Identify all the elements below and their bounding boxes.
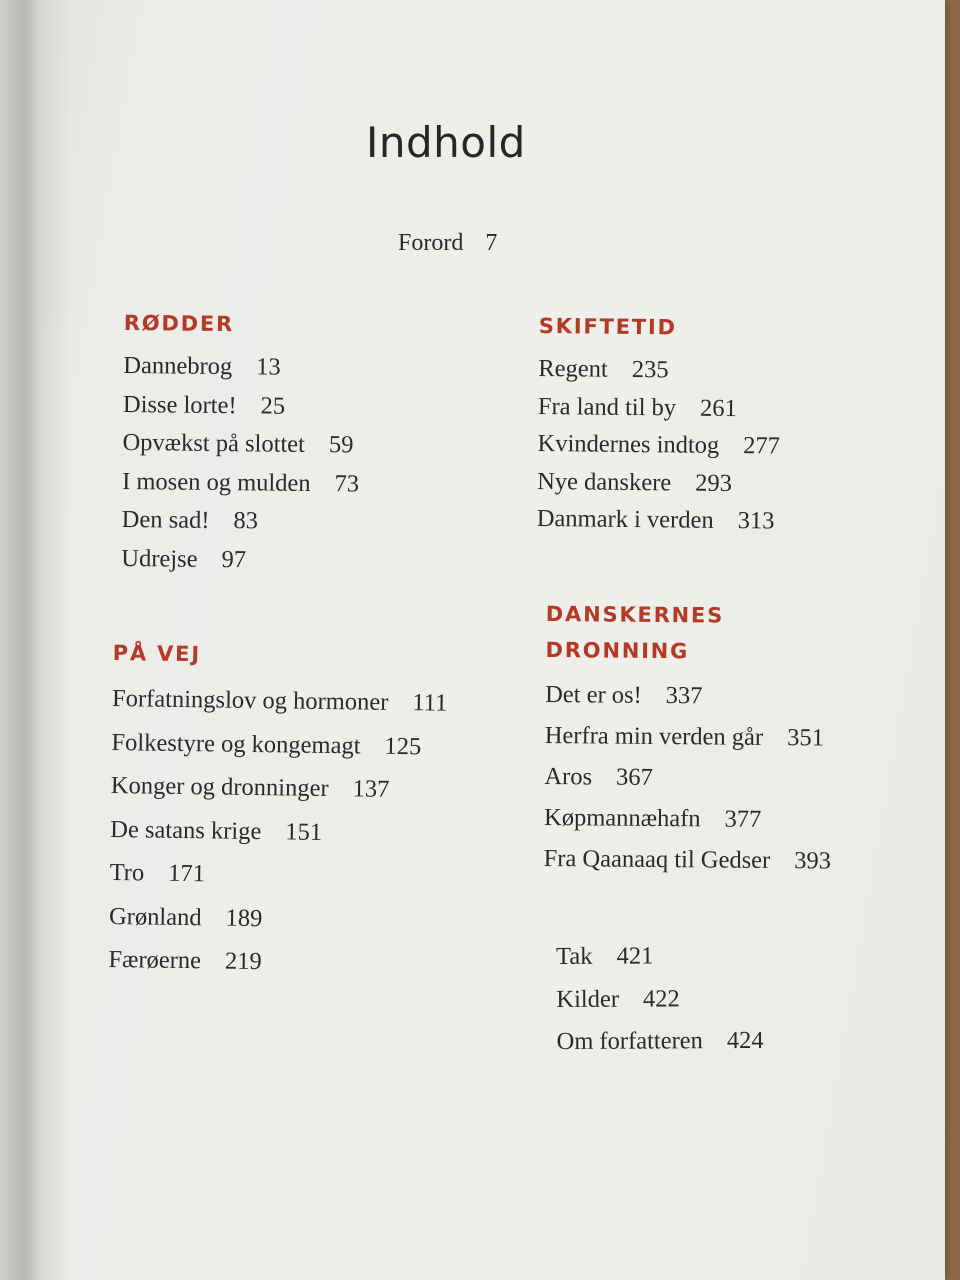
entry-page-number: 25 xyxy=(260,391,286,420)
toc-entry xyxy=(123,347,360,388)
toc-entry xyxy=(122,501,359,542)
entry-page-number: 277 xyxy=(743,432,781,460)
entry-page-number: 125 xyxy=(384,732,422,760)
entry-label: De satans krige xyxy=(110,815,262,845)
entry-page-number: 137 xyxy=(352,775,390,803)
entry-page-number: 111 xyxy=(412,689,448,717)
toc-entry xyxy=(545,674,833,718)
toc-entry xyxy=(112,677,448,725)
toc-entry xyxy=(109,851,445,899)
entry-label: Dannebrog xyxy=(123,351,233,381)
entry-label: Aros xyxy=(544,762,593,791)
toc-entry xyxy=(123,385,360,426)
entry-label: Forfatningslov og hormoner xyxy=(111,684,389,716)
entry-page-number: 97 xyxy=(221,545,247,573)
section-back-matter xyxy=(556,929,764,1064)
toc-entry xyxy=(537,500,780,540)
entry-page-number: 73 xyxy=(334,469,360,497)
toc-entry xyxy=(556,1020,763,1064)
entry-page-number: 59 xyxy=(328,431,354,459)
toc-entry xyxy=(122,462,359,503)
entry-label: Herfra min verden går xyxy=(544,721,764,751)
entry-label: Tak xyxy=(556,942,593,970)
entry-label: Kilder xyxy=(556,985,620,1013)
toc-entry xyxy=(556,935,763,979)
entry-label: Nye danskere xyxy=(537,467,672,496)
toc-entry xyxy=(544,756,832,800)
foreword-entry xyxy=(398,230,497,257)
toc-entry xyxy=(109,894,445,942)
toc-entry xyxy=(544,838,832,882)
entry-label: Fra land til by xyxy=(537,392,677,421)
page-title: Indhold xyxy=(366,118,526,167)
entry-page-number: 351 xyxy=(787,724,824,752)
toc-entry xyxy=(121,539,358,580)
section-heading-line: DANSKERNES xyxy=(545,601,725,628)
toc-entry xyxy=(556,977,763,1021)
entry-page-number: 337 xyxy=(665,682,703,710)
entry-page-number: 219 xyxy=(224,947,262,976)
entry-page-number: 367 xyxy=(615,763,653,791)
entry-list xyxy=(537,350,781,540)
entry-label: Konger og dronninger xyxy=(110,771,329,803)
toc-entry xyxy=(544,797,832,841)
entry-label: Opvækst på slottet xyxy=(122,428,306,458)
entry-label: Udrejse xyxy=(121,544,198,573)
entry-page-number: 7 xyxy=(485,230,498,256)
entry-page-number: 235 xyxy=(631,355,669,384)
entry-page-number: 424 xyxy=(726,1026,764,1055)
section-heading: SKIFTETID xyxy=(538,313,677,340)
entry-page-number: 83 xyxy=(233,507,259,535)
toc-entry xyxy=(122,424,359,465)
toc-entry xyxy=(110,807,446,855)
entry-page-number: 393 xyxy=(794,847,832,875)
toc-entry xyxy=(111,764,447,812)
page-gutter-shadow xyxy=(0,0,70,1280)
section-danskernes-dronning xyxy=(544,596,834,881)
toc-entry xyxy=(538,387,781,427)
toc-entry xyxy=(537,425,780,465)
entry-list xyxy=(556,935,764,1064)
entry-label: Grønland xyxy=(108,902,202,931)
entry-page-number: 171 xyxy=(168,859,206,888)
toc-entry xyxy=(537,462,780,502)
entry-label: Folkestyre og kongemagt xyxy=(111,728,361,759)
section-heading: PÅ VEJ xyxy=(112,640,202,667)
section-heading: RØDDER xyxy=(123,310,235,337)
entry-label: Tro xyxy=(109,858,145,887)
entry-label: Køpmannæhafn xyxy=(543,803,701,833)
section-paa-vej xyxy=(108,635,448,986)
entry-page-number: 422 xyxy=(642,984,680,1013)
entry-label: Regent xyxy=(538,354,608,383)
toc-entry xyxy=(111,720,447,768)
entry-label: Kvindernes indtog xyxy=(537,429,720,459)
entry-label: Fra Qaanaaq til Gedser xyxy=(543,844,771,874)
entry-page-number: 189 xyxy=(225,904,263,932)
section-skiftetid xyxy=(537,308,782,540)
entry-page-number: 377 xyxy=(724,805,762,833)
entry-label: Forord xyxy=(398,230,464,256)
entry-page-number: 261 xyxy=(699,394,737,422)
entry-label: Det er os! xyxy=(545,680,642,709)
toc-entry xyxy=(108,938,444,986)
toc-entry xyxy=(538,350,781,390)
section-heading xyxy=(545,596,833,671)
entry-list xyxy=(121,347,360,580)
section-roedder xyxy=(121,305,361,580)
entry-page-number: 421 xyxy=(616,942,654,970)
entry-list xyxy=(544,674,833,881)
entry-page-number: 151 xyxy=(285,817,323,846)
entry-label: Færøerne xyxy=(108,945,202,975)
entry-list xyxy=(108,677,447,986)
entry-label: Danmark i verden xyxy=(536,504,714,534)
entry-label: Om forfatteren xyxy=(556,1027,703,1055)
entry-page-number: 13 xyxy=(256,353,281,381)
entry-label: I mosen og mulden xyxy=(122,467,311,497)
entry-label: Den sad! xyxy=(121,505,210,534)
entry-page-number: 313 xyxy=(737,507,775,535)
toc-entry xyxy=(545,715,833,759)
entry-label: Disse lorte! xyxy=(122,390,237,419)
section-heading-line: DRONNING xyxy=(545,637,690,664)
entry-page-number: 293 xyxy=(695,469,733,497)
